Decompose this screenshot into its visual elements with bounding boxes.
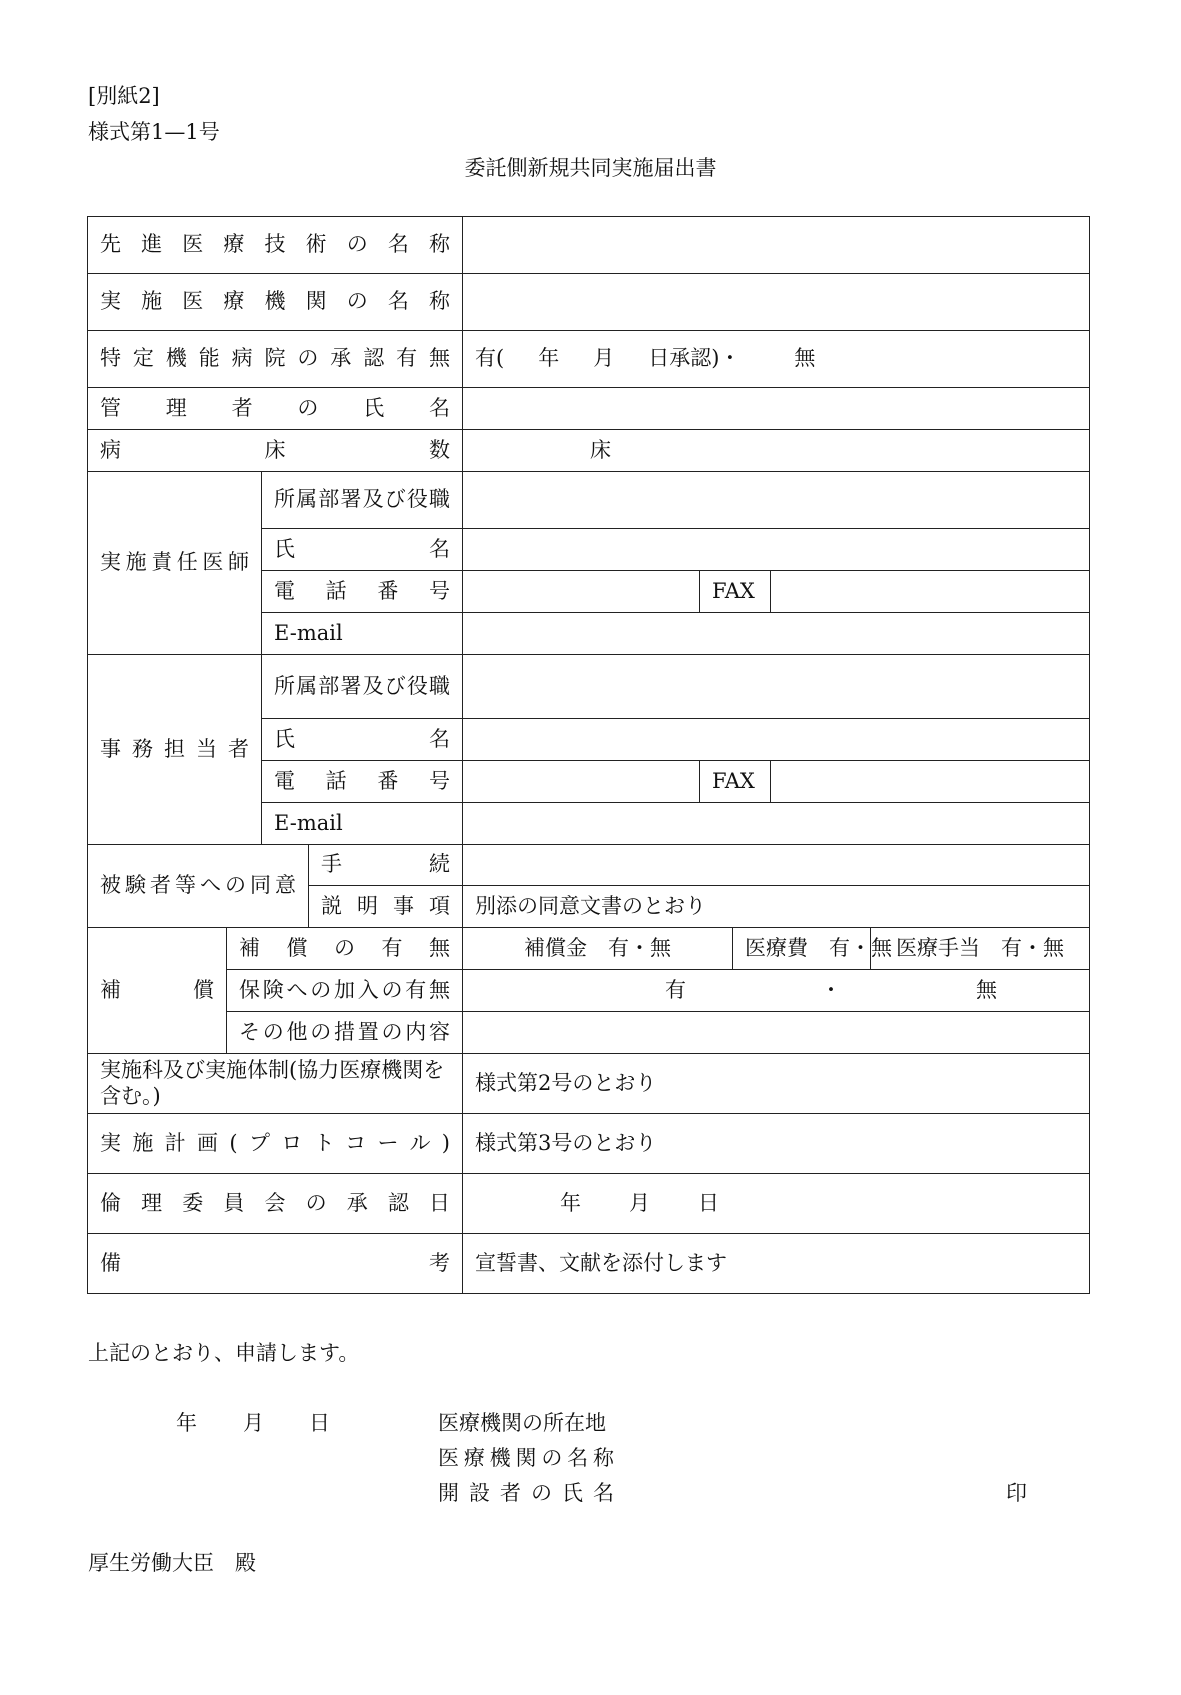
clerk-name-label: 氏名 (274, 726, 450, 751)
ethics-date-field[interactable] (463, 1174, 1090, 1234)
institution-name-label: 実施医療機関の名称 (100, 289, 450, 314)
approval-month: 月 (593, 346, 615, 371)
institution-address: 医療機関の所在地 (438, 1411, 606, 1435)
insurance-yes: 有 (665, 977, 686, 1002)
date-day: 日 (309, 1411, 330, 1435)
medical-allowance-field[interactable]: 医療手当 有・無 (871, 928, 1090, 970)
doctor-name-label: 氏名 (274, 536, 450, 561)
doctor-name-field[interactable] (463, 529, 1090, 571)
manager-name-label: 管理者の氏名 (100, 395, 450, 420)
doctor-email-label: E-mail (274, 620, 343, 645)
medical-cost-field[interactable]: 医療費 有・無 (733, 928, 871, 970)
clerk-phone-field[interactable] (463, 761, 700, 803)
tech-name-field[interactable] (463, 217, 1090, 274)
doctor-fax-field[interactable] (771, 571, 1090, 613)
comp-money-field[interactable]: 補償金 有・無 (463, 928, 733, 970)
dept-system-value[interactable]: 様式第2号のとおり (463, 1054, 1090, 1114)
compensation-exist-label: 補償の有無 (239, 935, 450, 960)
form-number: 様式第1—1号 (88, 120, 220, 144)
other-measures-field[interactable] (463, 1012, 1090, 1054)
consent-procedure-label: 手続 (321, 852, 450, 877)
clerk-dept-field[interactable] (463, 655, 1090, 719)
approval-day: 日承認)・ (648, 346, 741, 371)
ethics-year: 年 (560, 1190, 581, 1215)
compensation-label: 補償 (100, 977, 214, 1002)
doctor-fax-label: FAX (700, 571, 771, 613)
consent-label: 被験者等への同意 (100, 873, 296, 898)
institution-name: 医療機関の名称 (438, 1446, 614, 1470)
clerk-phone-label: 電話番号 (274, 768, 450, 793)
ethics-day: 日 (698, 1190, 719, 1215)
approval-year: 年 (538, 346, 560, 371)
doctor-label: 実施責任医師 (100, 550, 249, 575)
application-form-table (87, 216, 1090, 1294)
insurance-label: 保険への加入の有無 (239, 977, 450, 1002)
special-approval-label: 特定機能病院の承認有無 (100, 346, 450, 371)
consent-explanation-label: 説明事項 (321, 893, 450, 918)
date-month: 月 (243, 1411, 264, 1435)
insurance-no: 無 (976, 977, 997, 1002)
protocol-value[interactable]: 様式第3号のとおり (463, 1114, 1090, 1174)
ethics-label: 倫理委員会の承認日 (100, 1190, 450, 1215)
clerk-email-field[interactable] (463, 803, 1090, 845)
clerk-fax-label: FAX (700, 761, 771, 803)
doctor-email-field[interactable] (463, 613, 1090, 655)
special-approval-field[interactable] (463, 331, 1090, 388)
founder-name: 開設者の氏名 (438, 1481, 614, 1505)
clerk-label: 事務担当者 (100, 736, 249, 761)
addressee: 厚生労働大臣 殿 (88, 1551, 256, 1575)
date-year: 年 (176, 1411, 197, 1435)
clerk-fax-field[interactable] (771, 761, 1090, 803)
manager-name-field[interactable] (463, 388, 1090, 430)
consent-procedure-field[interactable] (463, 845, 1090, 886)
dept-system-label: 実施科及び実施体制(協力医療機関を含む。) (88, 1054, 463, 1114)
statement: 上記のとおり、申請します。 (88, 1341, 360, 1365)
doctor-dept-field[interactable] (463, 472, 1090, 529)
other-measures-label: その他の措置の内容 (239, 1019, 450, 1044)
doctor-dept-label: 所属部署及び役職 (274, 487, 450, 512)
insurance-dot: ・ (820, 977, 842, 1002)
beds-unit: 床 (590, 437, 611, 462)
approval-yes: 有( (475, 346, 505, 371)
beds-field[interactable] (463, 430, 1090, 472)
seal-mark: 印 (1006, 1481, 1027, 1505)
page-title: 委託側新規共同実施届出書 (464, 156, 717, 180)
protocol-label: 実施計画(プロトコール) (100, 1130, 450, 1155)
consent-explanation-value[interactable]: 別添の同意文書のとおり (463, 886, 1090, 928)
tech-name-label: 先進医療技術の名称 (100, 232, 450, 257)
clerk-dept-label: 所属部署及び役職 (274, 673, 450, 698)
remarks-value[interactable]: 宣誓書、文献を添付します (463, 1234, 1090, 1294)
insurance-field[interactable] (463, 970, 1090, 1012)
institution-name-field[interactable] (463, 274, 1090, 331)
attachment-label: [別紙2] (88, 84, 160, 108)
ethics-month: 月 (629, 1190, 650, 1215)
beds-label: 病床数 (100, 437, 450, 462)
clerk-name-field[interactable] (463, 719, 1090, 761)
doctor-phone-field[interactable] (463, 571, 700, 613)
remarks-label: 備考 (100, 1250, 450, 1275)
clerk-email-label: E-mail (274, 810, 343, 835)
doctor-phone-label: 電話番号 (274, 578, 450, 603)
approval-no: 無 (794, 346, 816, 371)
